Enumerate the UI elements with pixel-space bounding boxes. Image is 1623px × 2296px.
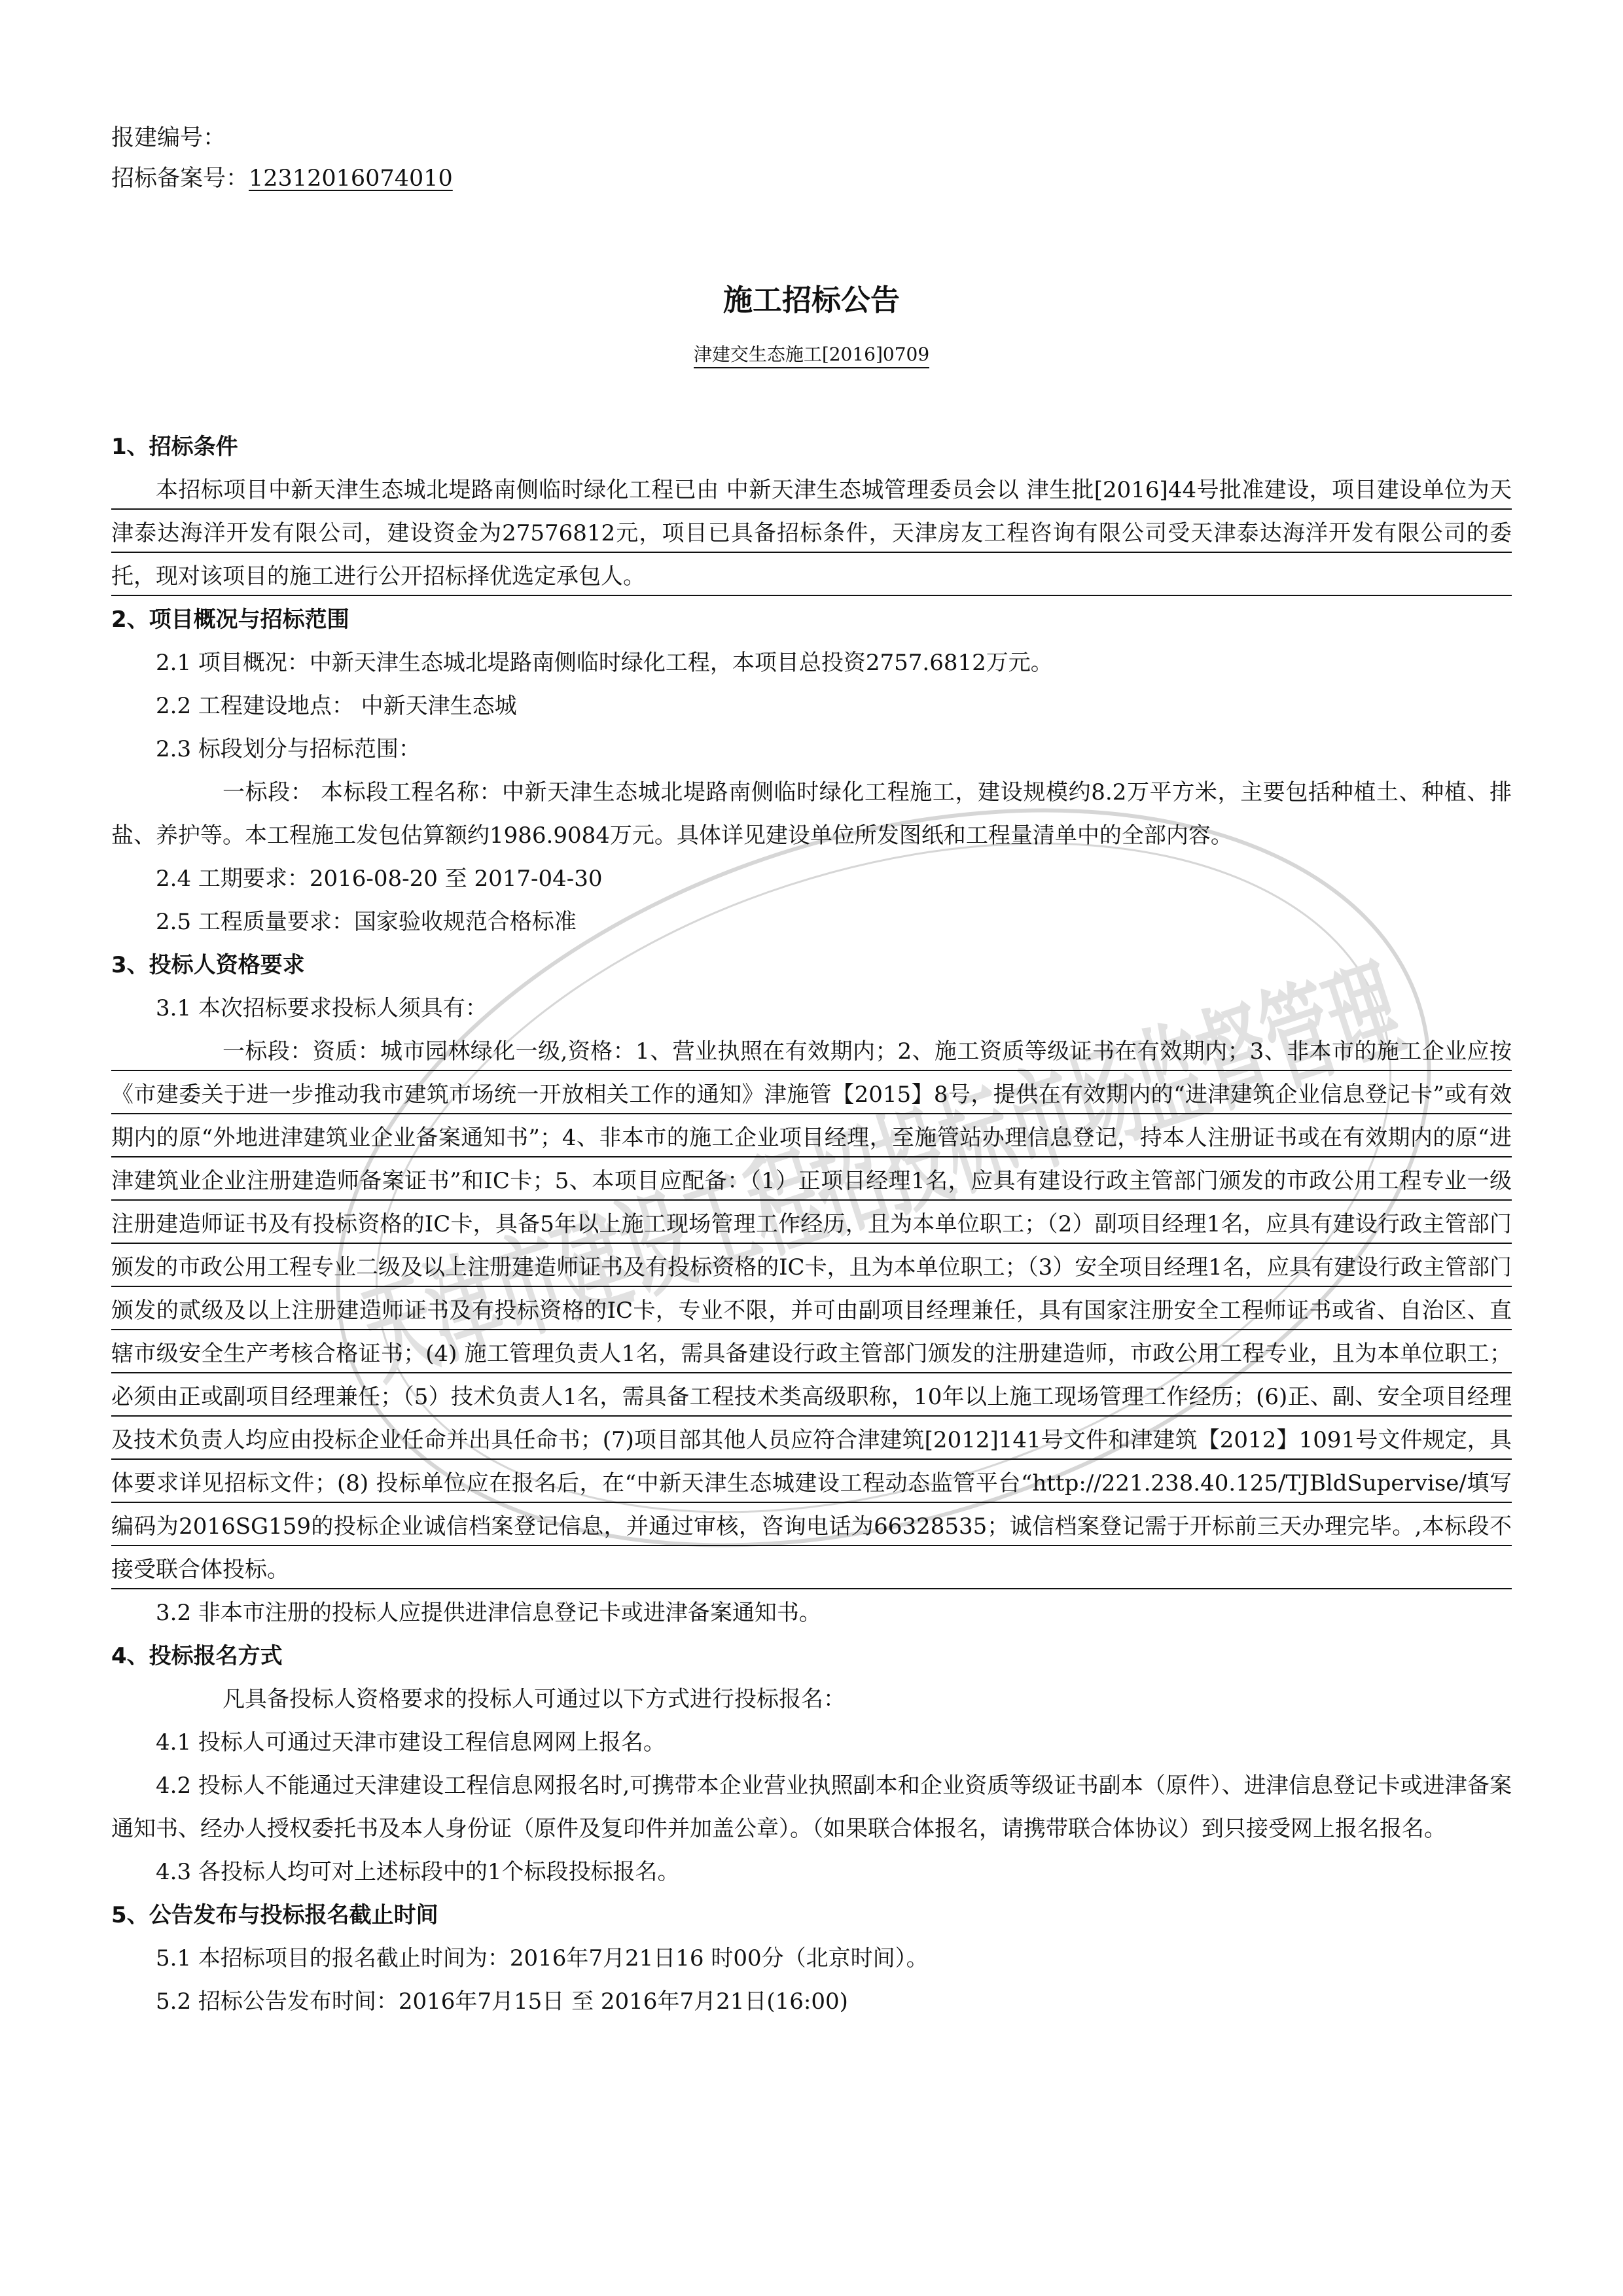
section-heading: 2、项目概况与招标范围 — [111, 607, 349, 633]
notice-title: 施工招标公告 — [722, 283, 900, 317]
section-3 — [111, 944, 1512, 1634]
section-paragraph: 3.2 非本市注册的投标人应提供进津信息登记卡或进津备案通知书。 — [156, 1600, 821, 1626]
report-number-label: 报建编号： — [111, 125, 226, 151]
report-number-line — [111, 118, 1512, 158]
section-heading: 4、投标报名方式 — [111, 1643, 283, 1669]
section-paragraph: 5.1 本招标项目的报名截止时间为：2016年7月21日16 时00分（北京时间）。 — [156, 1945, 929, 1971]
notice-sections — [111, 425, 1512, 2023]
filing-number-label: 招标备案号： — [111, 166, 249, 192]
section-heading: 5、公告发布与投标报名截止时间 — [111, 1902, 438, 1928]
section-heading: 1、招标条件 — [111, 434, 238, 460]
section-paragraph: 4.3 各投标人均可对上述标段中的1个标段投标报名。 — [156, 1859, 680, 1885]
section-paragraph: 2.3 标段划分与招标范围： — [156, 736, 421, 762]
section-paragraph: 一标段：资质：城市园林绿化一级,资格：1、营业执照在有效期内；2、施工资质等级证书在有效期内；3、非本市的施工企业应按《市建委关于进一步推动我市建筑市场统一开放相关工作的通知》津施管【2015】8号，提供在有效期内的“进津建筑企业信息登记卡”或有效期内的原“外地进津建筑业企业备案通知书”；4、非本市的施工企业项目经理，至施管站办理信息登记，持本人注册证书或在有效期内的原“进津建筑业企业注册建造师备案证书”和IC卡；5、本项目应配备：（1）正项目经理1名，应具有建设行政主管部门颁发的市政公用工程专业一级注册建造师证书及有投标资格的IC卡，具备5年以上施工现场管理工作经历，且为本单位职工；（2）副项目经理1名，应具有建设行政主管部门颁发的市政公用工程专业二级及以上注册建造师证书及有投标资格的IC卡，且为本单位职工；（3）安全项目经理1名，应具有建设行政主管部门颁发的贰级及以上注册建造师证书及有投标资格的IC卡，专业不限，并可由副项目经理兼任，具有国家注册安全工程师证书或省、自治区、直辖市级安全生产考核合格证书；(4) 施工管理负责人1名，需具备建设行政主管部门颁发的注册建造师，市政公用工程专业，且为本单位职工；必须由正或副项目经理兼任；（5）技术负责人1名，需具备工程技术类高级职称，10年以上施工现场管理工作经历；(6)正、副、安全项目经理及技术负责人均应由投标企业任命并出具任命书；(7)项目部其他人员应符合津建筑[2012]141号文件和津建筑【2012】1091号文件规定，具体要求详见招标文件；(8) 投标单位应在报名后，在“中新天津生态城建设工程动态监管平台“http://221.238.40.125/TJBldSupervise/填写编码为2016SG159的投标企业诚信档案登记信息，并通过审核，咨询电话为66328535；诚信档案登记需于开标前三天办理完毕。,本标段不接受联合体投标。 — [111, 1030, 1512, 1591]
section-paragraph: 凡具备投标人资格要求的投标人可通过以下方式进行投标报名： — [223, 1686, 846, 1712]
section-4 — [111, 1634, 1512, 1894]
filing-number-value: 12312016074010 — [249, 166, 453, 192]
section-paragraph: 一标段： 本标段工程名称：中新天津生态城北堤路南侧临时绿化工程施工，建设规模约8.2万平方米，主要包括种植土、种植、排盐、养护等。本工程施工发包估算额约1986.9084万元。具体详见建设单位所发图纸和工程量清单中的全部内容。 — [111, 779, 1512, 849]
filing-number-line — [111, 158, 1512, 199]
section-2 — [111, 598, 1512, 944]
document-number-text: 津建交生态施工[2016]0709 — [694, 344, 929, 368]
section-5 — [111, 1894, 1512, 2023]
section-paragraph: 4.1 投标人可通过天津市建设工程信息网网上报名。 — [156, 1729, 666, 1756]
section-paragraph: 5.2 招标公告发布时间：2016年7月15日 至 2016年7月21日(16:00) — [156, 1988, 848, 2015]
section-paragraph: 2.5 工程质量要求：国家验收规范合格标准 — [156, 909, 577, 935]
document-body — [111, 118, 1512, 2023]
section-heading: 3、投标人资格要求 — [111, 952, 305, 978]
document-number — [111, 342, 1512, 368]
section-paragraph: 4.2 投标人不能通过天津建设工程信息网报名时,可携带本企业营业执照副本和企业资质等级证书副本（原件）、进津信息登记卡或进津备案通知书、经办人授权委托书及本人身份证（原件及复印件并加盖公章）。（如果联合体报名，请携带联合体协议）到只接受网上报名报名。 — [111, 1773, 1512, 1842]
section-paragraph: 2.4 工期要求：2016-08-20 至 2017-04-30 — [156, 866, 603, 892]
section-paragraph: 2.2 工程建设地点： 中新天津生态城 — [156, 693, 517, 719]
section-paragraph: 2.1 项目概况：中新天津生态城北堤路南侧临时绿化工程，本项目总投资2757.6812万元。 — [156, 650, 1053, 676]
section-1 — [111, 425, 1512, 598]
section-paragraph: 本招标项目中新天津生态城北堤路南侧临时绿化工程已由 中新天津生态城管理委员会以 津生批[2016]44号批准建设，项目建设单位为天津泰达海洋开发有限公司，建设资金为27576812元，项目已具备招标条件，天津房友工程咨询有限公司受天津泰达海洋开发有限公司的委托，现对该项目的施工进行公开招标择优选定承包人。 — [111, 468, 1512, 598]
section-paragraph: 3.1 本次招标要求投标人须具有： — [156, 995, 488, 1021]
